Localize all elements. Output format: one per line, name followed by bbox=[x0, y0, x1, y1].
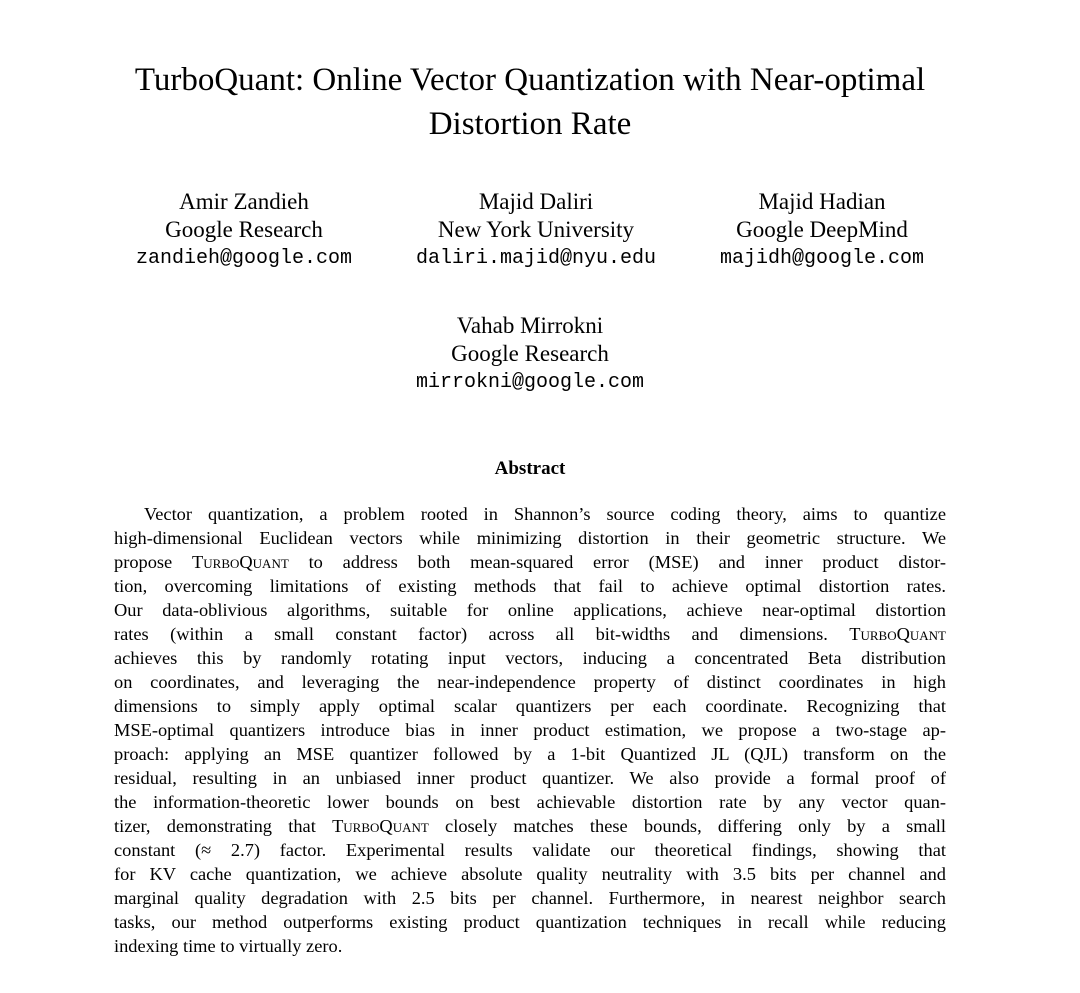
method-name: TurboQuant bbox=[332, 816, 429, 836]
abstract-line: residual, resulting in an unbiased inner product quantizer. We also provide a formal proof of bbox=[114, 768, 946, 788]
author-email: daliri.majid@nyu.edu bbox=[415, 247, 657, 270]
author-block bbox=[380, 312, 680, 398]
abstract-line: proach: applying an MSE quantizer followed by a 1-bit Quantized JL (QJL) transform on the bbox=[114, 744, 946, 764]
author-name: Majid Daliri bbox=[478, 189, 594, 214]
author-email: zandieh@google.com bbox=[135, 247, 353, 270]
author-name: Amir Zandieh bbox=[179, 189, 309, 214]
author-email: majidh@google.com bbox=[719, 247, 925, 270]
abstract-line: marginal quality degradation with 2.5 bits per channel. Furthermore, in nearest neighbor search bbox=[114, 888, 946, 908]
abstract-line: dimensions to simply apply optimal scalar quantizers per each coordinate. Recognizing that bbox=[114, 696, 946, 716]
abstract-line: constant (≈ 2.7) factor. Experimental results validate our theoretical findings, showing that bbox=[114, 840, 946, 860]
author-name: Vahab Mirrokni bbox=[456, 313, 604, 338]
author-block bbox=[386, 188, 686, 274]
abstract-line: Our data-oblivious algorithms, suitable for online applications, achieve near-optimal distortion bbox=[114, 600, 946, 620]
abstract-line: indexing time to virtually zero. bbox=[114, 936, 343, 956]
abstract-line: Vector quantization, a problem rooted in Shannon’s source coding theory, aims to quantize bbox=[144, 504, 946, 524]
author-affiliation: New York University bbox=[437, 217, 635, 242]
abstract-line: rates (within a small constant factor) across all bit-widths and dimensions. TurboQuant bbox=[114, 624, 946, 644]
abstract-line: achieves this by randomly rotating input vectors, inducing a concentrated Beta distribution bbox=[114, 648, 946, 668]
author-affiliation: Google Research bbox=[165, 217, 323, 242]
author-affiliation: Google DeepMind bbox=[736, 217, 908, 242]
abstract-line: on coordinates, and leveraging the near-independence property of distinct coordinates in high bbox=[114, 672, 946, 692]
abstract-line: tasks, our method outperforms existing product quantization techniques in recall while reducing bbox=[114, 912, 946, 932]
abstract-line: tion, overcoming limitations of existing methods that fail to achieve optimal distortion rates. bbox=[114, 576, 946, 596]
author-email: mirrokni@google.com bbox=[415, 371, 645, 394]
abstract-line: the information-theoretic lower bounds on best achievable distortion rate by any vector quan- bbox=[114, 792, 946, 812]
author-block bbox=[94, 188, 394, 274]
paper-title: TurboQuant: Online Vector Quantization with Near-optimal Distortion Rate bbox=[134, 62, 926, 142]
method-name: TurboQuant bbox=[192, 552, 289, 572]
method-name: TurboQuant bbox=[849, 624, 946, 644]
abstract-line: MSE-optimal quantizers introduce bias in inner product estimation, we propose a two-stage ap- bbox=[114, 720, 946, 740]
abstract-line: high-dimensional Euclidean vectors while minimizing distortion in their geometric structure. We bbox=[114, 528, 946, 548]
abstract-line: tizer, demonstrating that TurboQuant closely matches these bounds, differing only by a small bbox=[114, 816, 946, 836]
author-affiliation: Google Research bbox=[451, 341, 609, 366]
abstract-line: propose TurboQuant to address both mean-squared error (MSE) and inner product distor- bbox=[114, 552, 947, 572]
author-name: Majid Hadian bbox=[758, 189, 886, 214]
abstract-heading: Abstract bbox=[494, 458, 566, 479]
abstract-line: for KV cache quantization, we achieve absolute quality neutrality with 3.5 bits per channel and bbox=[114, 864, 946, 884]
abstract-body bbox=[114, 502, 946, 958]
author-block bbox=[672, 188, 972, 274]
